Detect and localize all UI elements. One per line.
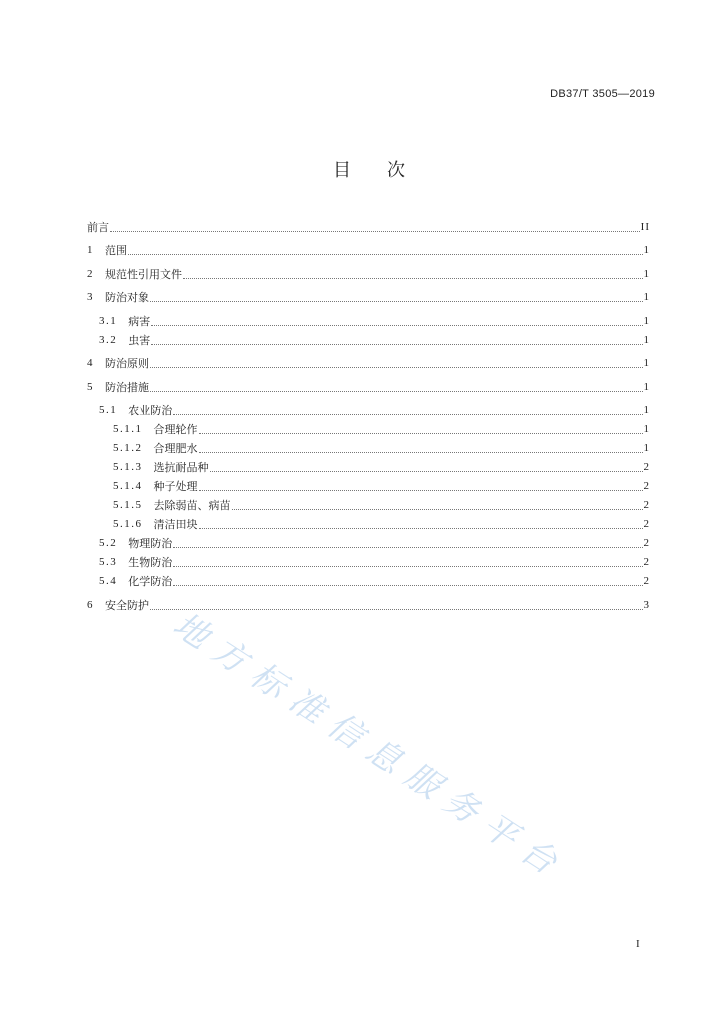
dot-leader [173, 547, 642, 548]
toc-entry [87, 288, 650, 307]
toc-entry [87, 401, 650, 420]
dot-leader [150, 391, 643, 392]
dot-leader [199, 490, 643, 491]
toc-entry [87, 515, 650, 534]
toc-entry [87, 534, 650, 553]
dot-leader [150, 301, 643, 302]
table-of-contents [87, 213, 650, 619]
toc-entry [87, 265, 650, 284]
toc-entry-title: 虫害 [128, 333, 151, 347]
toc-entry-page: 1 [643, 423, 650, 435]
dot-leader [173, 414, 642, 415]
dot-leader [110, 231, 640, 232]
toc-entry-number: 5.1.4 [113, 480, 143, 492]
toc-entry-number: 5.1.2 [113, 442, 143, 454]
dot-leader [150, 367, 643, 368]
dot-leader [199, 433, 643, 434]
toc-entry-page: 1 [643, 267, 650, 280]
toc-entry-number: 3.1 [99, 314, 118, 327]
toc-entry [87, 218, 650, 237]
page-title: 目 次 [333, 160, 405, 181]
toc-entry [87, 572, 650, 591]
toc-entry [87, 420, 650, 439]
toc-entry [87, 354, 650, 373]
toc-entry-number: 5.1 [99, 404, 118, 416]
toc-entry-page: II [640, 220, 650, 233]
toc-entry-number: 3.2 [99, 333, 118, 346]
toc-entry [87, 596, 650, 615]
toc-entry-page: 1 [643, 357, 650, 369]
toc-entry-page: 1 [643, 380, 650, 393]
dot-leader [232, 509, 643, 510]
toc-entry-number: 4 [87, 357, 94, 369]
dot-leader [173, 566, 642, 567]
toc-entry-page: 1 [643, 314, 650, 327]
toc-entry-page: 1 [643, 333, 650, 346]
toc-entry-page: 2 [643, 556, 650, 568]
watermark: 地方标准信息服务平台 [165, 604, 574, 889]
toc-entry-title: 防治对象 [105, 291, 149, 304]
toc-entry-title: 安全防护 [105, 598, 149, 612]
toc-entry-page: 2 [643, 499, 650, 511]
toc-entry-number: 5.1.3 [113, 461, 143, 473]
toc-entry-number: 5.2 [99, 537, 118, 549]
toc-entry [87, 458, 650, 477]
toc-entry [87, 312, 650, 331]
toc-entry-title: 范围 [105, 244, 127, 257]
page-number: I [636, 938, 640, 950]
toc-entry-number: 3 [87, 291, 94, 303]
toc-entry-title: 生物防治 [128, 556, 173, 569]
toc-entry-number: 5.1.5 [113, 499, 143, 511]
toc-entry-title: 合理肥水 [153, 442, 198, 455]
toc-entry [87, 553, 650, 572]
toc-entry-number: 1 [87, 244, 94, 256]
toc-entry-title: 防治原则 [105, 357, 149, 370]
toc-entry-page: 2 [643, 575, 650, 587]
dot-leader [199, 452, 643, 453]
toc-entry-title: 化学防治 [128, 575, 173, 588]
toc-entry [87, 331, 650, 350]
toc-entry [87, 241, 650, 260]
toc-entry-page: 1 [643, 404, 650, 416]
toc-entry-number: 5.4 [99, 575, 118, 587]
toc-entry-page: 2 [643, 461, 650, 473]
toc-entry-title: 合理轮作 [153, 423, 198, 436]
dot-leader [128, 254, 643, 255]
toc-entry-page: 3 [643, 598, 650, 611]
toc-entry-title: 农业防治 [128, 404, 173, 417]
toc-entry [87, 378, 650, 397]
toc-entry-page: 2 [643, 480, 650, 492]
dot-leader [183, 278, 643, 279]
toc-entry-page: 2 [643, 537, 650, 549]
toc-entry-title: 规范性引用文件 [105, 267, 182, 281]
toc-entry-title: 选抗耐品种 [153, 461, 209, 474]
toc-entry-page: 1 [643, 291, 650, 303]
dot-leader [210, 471, 643, 472]
toc-entry-page: 1 [643, 244, 650, 256]
toc-entry [87, 477, 650, 496]
toc-entry [87, 496, 650, 515]
toc-entry-number: 5.3 [99, 556, 118, 568]
toc-entry-title: 病害 [128, 314, 151, 328]
toc-entry-number: 2 [87, 267, 94, 280]
toc-entry-number: 6 [87, 598, 94, 611]
dot-leader [151, 325, 642, 326]
toc-entry-title: 清洁田块 [153, 518, 198, 531]
toc-entry-title: 去除弱苗、病苗 [153, 499, 231, 512]
dot-leader [199, 528, 643, 529]
dot-leader [151, 344, 642, 345]
toc-entry-title: 前言 [87, 220, 109, 234]
toc-entry-page: 1 [643, 442, 650, 454]
dot-leader [150, 609, 643, 610]
toc-entry-title: 物理防治 [128, 537, 173, 550]
toc-entry-title: 种子处理 [153, 480, 198, 493]
toc-entry-number: 5.1.1 [113, 423, 143, 435]
toc-entry-number: 5 [87, 380, 94, 393]
toc-entry-page: 2 [643, 518, 650, 530]
toc-entry-title: 防治措施 [105, 380, 149, 394]
toc-entry [87, 439, 650, 458]
dot-leader [173, 585, 642, 586]
document-code: DB37/T 3505—2019 [550, 88, 655, 100]
toc-entry-number: 5.1.6 [113, 518, 143, 530]
